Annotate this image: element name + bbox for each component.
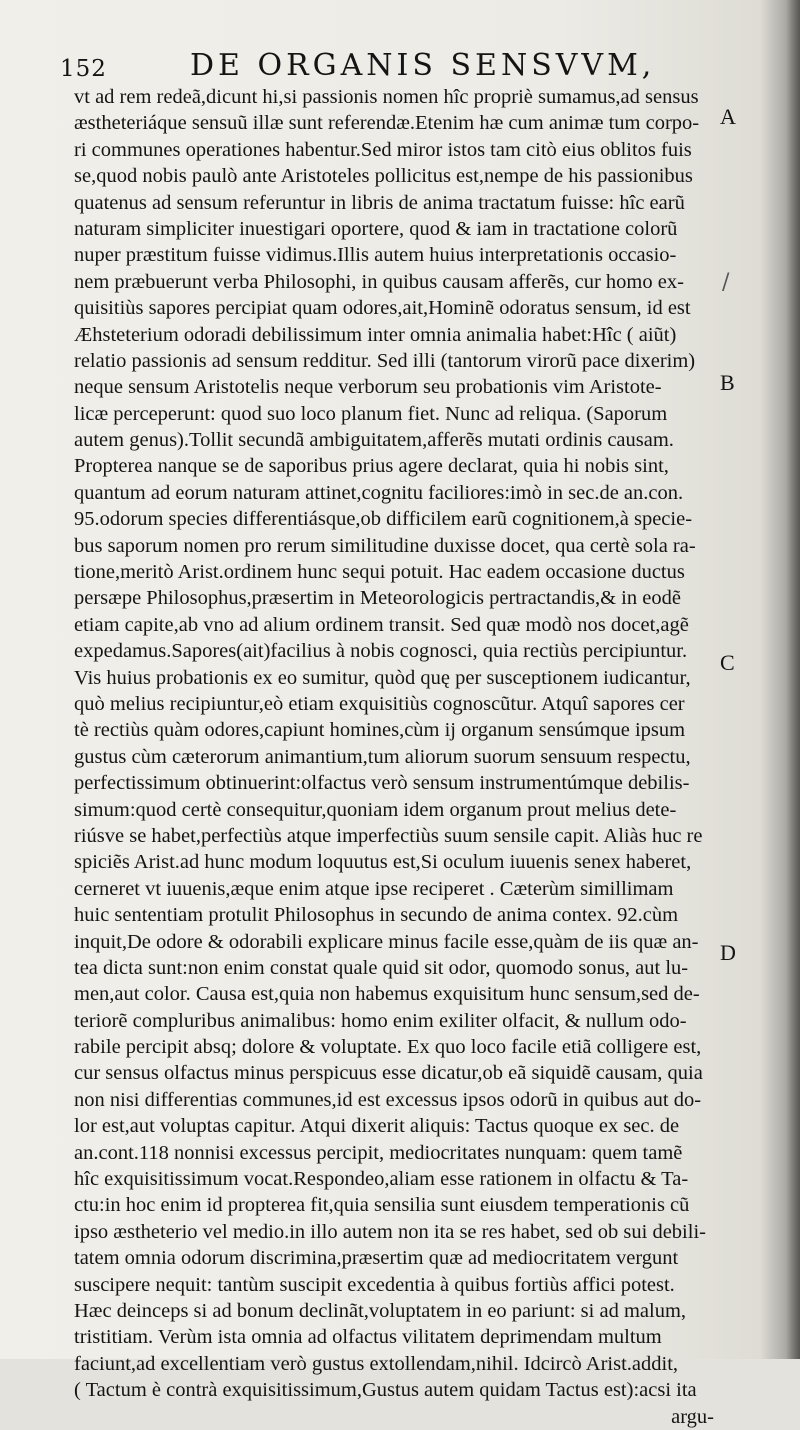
text-line: autem genus).Tollit secundã ambiguitatem,afferẽs mutati ordinis causam. bbox=[74, 429, 674, 452]
text-line: riúsve se habet,perfectiùs atque imperfectiùs suum sensile capit. Aliàs huc re bbox=[74, 824, 703, 847]
text-line: Æhsteterium odoradi debilissimum inter omnia animalia habet:Hîc ( aiũt) bbox=[74, 323, 677, 346]
text-line: nuper præstitum fuisse vidimus.Illis autem huius interpretationis occasio- bbox=[74, 244, 677, 267]
text-line: teriorẽ compluribus animalibus: homo enim exiliter olfacit, & nullum odo- bbox=[74, 1009, 687, 1032]
text-line: etiam capite,ab vno ad alium ordinem transit. Sed quæ modò nos docet,agẽ bbox=[74, 613, 689, 636]
text-line: quatenus ad sensum referuntur in libris de anima tractatum fuisse: hîc earũ bbox=[74, 191, 685, 214]
text-line: nem præbuerunt verba Philosophi, in quibus causam afferẽs, cur homo ex- bbox=[74, 270, 684, 293]
margin-letter-b: B bbox=[720, 370, 735, 395]
margin-letter-d: D bbox=[720, 940, 736, 965]
text-line: bus saporum nomen pro rerum similitudine duxisse docet, qua certè sola ra- bbox=[74, 534, 696, 557]
text-line: tristitiam. Verùm ista omnia ad olfactus vilitatem deprimendam multum bbox=[74, 1326, 662, 1349]
text-line: ctu:in hoc enim id propterea fit,quia sensilia sunt eiusdem temperationis cũ bbox=[74, 1194, 690, 1217]
text-line: relatio passionis ad sensum redditur. Sed illi (tantorum virorũ pace dixerim) bbox=[74, 349, 696, 372]
text-line: se,quod nobis paulò ante Aristoteles pollicitus est,nempe de his passionibus bbox=[74, 165, 693, 188]
text-line: Propterea nanque se de saporibus prius agere declarat, quia hi nobis sint, bbox=[74, 455, 669, 478]
text-line: faciunt,ad excellentiam verò gustus extollendam,nihil. Idcircò Arist.addit, bbox=[74, 1352, 679, 1375]
text-line: suscipere nequit: tantùm suscipit excedentia à quibus fortiùs affici potest. bbox=[74, 1273, 675, 1296]
text-line: æstheteriáque sensuũ illæ sunt referendæ.Etenim hæ cum animæ tum corpo- bbox=[74, 112, 700, 135]
text-line: licæ perceperunt: quod suo loco planum fiet. Nunc ad reliqua. (Saporum bbox=[74, 402, 668, 425]
text-line: an.cont.118 nonnisi excessus percipit, mediocritates nunquam: quem tamẽ bbox=[74, 1141, 683, 1164]
text-line: ( Tactum è contrà exquisitissimum,Gustus autem quidam Tactus est):acsi ita bbox=[74, 1379, 697, 1402]
running-title: DE ORGANIS SENSVVM, bbox=[190, 48, 656, 83]
text-line: ipso æstheterio vel medio.in illo autem non ita se res habet, sed ob sui debili- bbox=[74, 1220, 706, 1243]
text-line: tatem omnia odorum discrimina,præsertim quæ ad mediocritatem vergunt bbox=[74, 1247, 679, 1270]
margin-mark: / bbox=[722, 270, 730, 295]
text-line: tea dicta sunt:non enim constat quale quid sit odor, quomodo sonus, aut lu- bbox=[74, 956, 689, 979]
text-line: ri communes operationes habentur.Sed miror istos tam citò eius oblitos fuis bbox=[74, 138, 692, 161]
text-line: rabile percipit absq; dolore & voluptate. Ex quo loco facile etiã colligere est, bbox=[74, 1036, 702, 1059]
text-line: persæpe Philosophus,præsertim in Meteorologicis pertractandis,& in eodẽ bbox=[74, 587, 681, 610]
text-line: inquit,De odore & odorabili explicare minus facile esse,quàm de iis quæ an- bbox=[74, 930, 699, 953]
text-line: perfectissimum obtinuerint:olfactus verò sensum instrumentúmque debilis- bbox=[74, 772, 690, 795]
text-line: quò melius recipiuntur,eò etiam exquisitiùs cognoscũtur. Atquî sapores cer bbox=[74, 692, 685, 715]
text-line: lor est,aut voluptas capitur. Atqui dixerit aliquis: Tactus quoque ex sec. de bbox=[74, 1115, 680, 1138]
page-header bbox=[60, 46, 740, 86]
margin-letter-c: C bbox=[720, 650, 735, 675]
text-line: Vis huius probationis ex eo sumitur, quòd quę per susceptionem iudicantur, bbox=[74, 666, 691, 689]
text-line: tione,meritò Arist.ordinem hunc sequi potuit. Hac eadem occasione ductus bbox=[74, 561, 685, 584]
text-line: huic sententiam protulit Philosophus in secundo de anima contex. 92.cùm bbox=[74, 904, 679, 927]
text-line: quisitiùs sapores percipiat quam odores,ait,Hominẽ odoratus sensum, id est bbox=[74, 297, 691, 320]
page-number: 152 bbox=[60, 56, 107, 82]
text-line: tè rectiùs quàm odores,capiunt homines,cùm ij organum sensúmque ipsum bbox=[74, 719, 686, 742]
text-line: spiciẽs Arist.ad hunc modum loquutus est,Si oculum iuuenis senex haberet, bbox=[74, 851, 692, 874]
text-line: naturam simpliciter inuestigari oportere, quod & iam in tractatione colorũ bbox=[74, 217, 678, 240]
text-line: vt ad rem redeã,dicunt hi,si passionis nomen hîc propriè sumamus,ad sensus bbox=[74, 86, 699, 108]
text-line: expedamus.Sapores(ait)facilius à nobis cognosci, quia rectiùs percipiuntur. bbox=[74, 640, 688, 663]
text-line: non nisi differentias communes,id est excessus ipsos odorũ in quibus aut do- bbox=[74, 1088, 702, 1111]
text-line: men,aut color. Causa est,quia non habemus exquisitum hunc sensum,sed de- bbox=[74, 983, 700, 1006]
catchword: argu- bbox=[671, 1405, 714, 1428]
text-line: cerneret vt iuuenis,æque enim atque ipse reciperet . Cæterùm simillimam bbox=[74, 877, 674, 900]
text-line: Hæc deinceps si ad bonum declinãt,voluptatem in eo pariunt: si ad malum, bbox=[74, 1299, 687, 1322]
text-line: simum:quod certè consequitur,quoniam idem organum prout melius dete- bbox=[74, 798, 677, 821]
text-line: hîc exquisitissimum vocat.Respondeo,aliam esse rationem in olfactu & Ta- bbox=[74, 1168, 689, 1191]
text-line: quantum ad eorum naturam attinet,cognitu faciliores:imò in sec.de an.con. bbox=[74, 481, 684, 504]
text-line: 95.odorum species differentiásque,ob difficilem earũ cognitionem,à specie- bbox=[74, 508, 693, 531]
body-text bbox=[74, 84, 714, 1430]
margin-letter-a: A bbox=[720, 104, 736, 129]
text-line: gustus cùm cæterorum animantium,tum aliorum suorum sensuum respectu, bbox=[74, 745, 691, 768]
text-line: neque sensum Aristotelis neque verborum seu probationis vim Aristote- bbox=[74, 376, 662, 399]
text-line: cur sensus olfactus minus perspicuus esse dicatur,ob eã siquidẽ causam, quia bbox=[74, 1062, 703, 1085]
gutter-shadow bbox=[786, 0, 800, 1359]
